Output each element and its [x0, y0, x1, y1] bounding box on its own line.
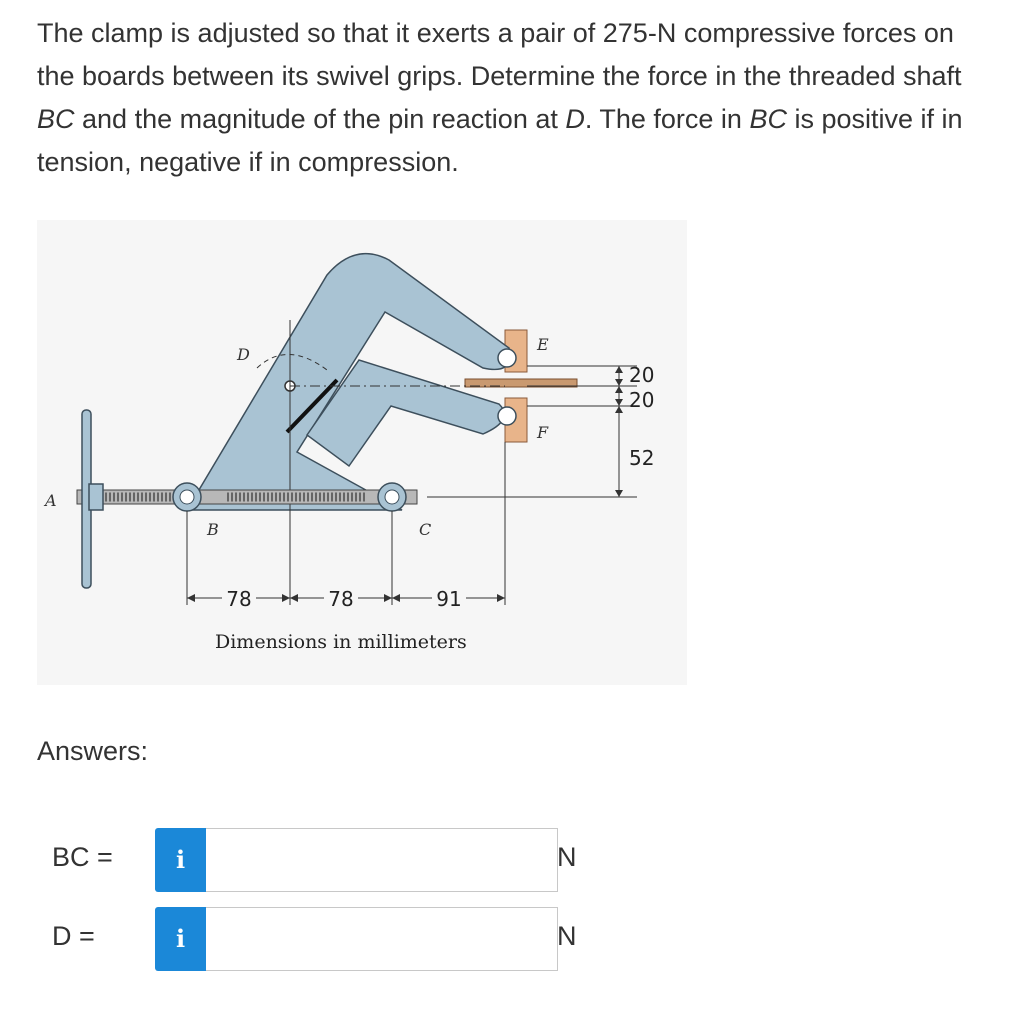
label-a: A: [45, 491, 57, 510]
handle-hub: [89, 484, 103, 510]
pivot-b-hole-icon: [180, 490, 194, 504]
label-f: F: [537, 423, 549, 442]
pivot-c-hole-icon: [385, 490, 399, 504]
answer-row-bc: [0, 828, 620, 892]
bc-answer-input[interactable]: [206, 828, 558, 892]
problem-statement: [37, 12, 987, 184]
answer-row-d: [0, 907, 620, 971]
dim-78-second: 78: [328, 587, 354, 611]
label-e: E: [537, 335, 549, 354]
clamp-diagram: [37, 220, 687, 685]
info-button[interactable]: i: [155, 907, 206, 971]
info-button[interactable]: i: [155, 828, 206, 892]
problem-text: . The force in: [584, 104, 750, 134]
problem-text: and the magnitude of the pin reaction at: [74, 104, 566, 134]
label-d: D: [237, 345, 250, 364]
dim-20-top: 20: [629, 363, 655, 387]
problem-text: is positive if in tension, negative if in compression.: [37, 104, 963, 177]
clamp-figure: [37, 220, 687, 685]
label-c: C: [419, 520, 432, 539]
unit-label: N: [557, 842, 577, 872]
dim-20-bottom: 20: [629, 388, 655, 412]
problem-var-bc: BC: [749, 104, 787, 134]
d-answer-input[interactable]: [206, 907, 558, 971]
dim-78-first: 78: [226, 587, 252, 611]
answers-heading: Answers:: [37, 736, 149, 766]
answer-label-d: D =: [52, 921, 95, 951]
problem-var-bc: BC: [37, 104, 75, 134]
grip-f-icon: [498, 407, 516, 425]
unit-label: N: [557, 921, 577, 951]
dim-91: 91: [436, 587, 462, 611]
problem-var-d: D: [565, 104, 585, 134]
label-b: B: [207, 520, 219, 539]
dim-52: 52: [629, 446, 655, 470]
figure-caption: Dimensions in millimeters: [215, 631, 467, 653]
answer-label-bc: BC =: [52, 842, 113, 872]
problem-text: The clamp is adjusted so that it exerts a pair of 275-N compressive forces on the boards between its swivel grips. Determine the force in the threaded shaft: [37, 18, 962, 91]
grip-e-icon: [498, 349, 516, 367]
